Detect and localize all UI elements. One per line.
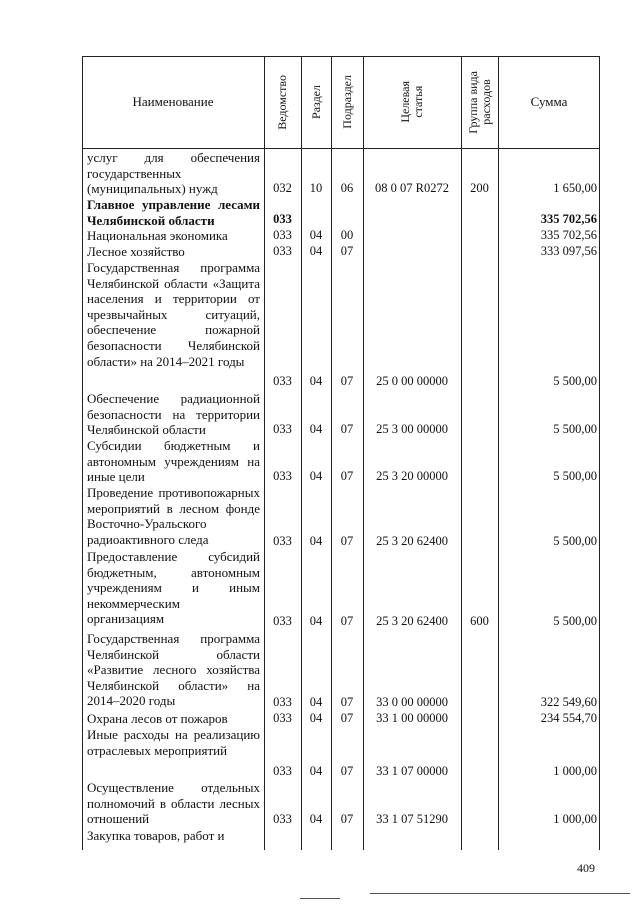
row-name: Иные расходы на реализацию отраслевых мероприятий (87, 727, 260, 758)
row-ved: 033 (273, 244, 292, 258)
row-name: Проведение противопожарных мероприятий в лесном фонде Восточно-Уральского радиоактивного следа (87, 485, 260, 547)
row-celevaya: 33 0 00 00000 (376, 695, 448, 709)
row-gruppa: 200 (470, 181, 489, 195)
row-razdel: 04 (309, 764, 323, 778)
row-podrazdel: 07 (340, 534, 354, 548)
table-right-border (599, 56, 600, 850)
row-razdel: 04 (309, 422, 323, 436)
header-bottom-border (82, 148, 600, 149)
row-podrazdel: 07 (340, 764, 354, 778)
row-celevaya: 25 3 20 62400 (376, 614, 448, 628)
col-divider-celevaya (363, 56, 364, 850)
row-summa: 1 000,00 (553, 764, 597, 778)
row-summa: 234 554,70 (540, 711, 597, 725)
row-razdel: 04 (309, 244, 323, 258)
row-gruppa: 600 (470, 614, 489, 628)
row-summa: 335 702,56 (540, 228, 597, 242)
row-razdel: 04 (309, 711, 323, 725)
row-podrazdel: 00 (340, 228, 354, 242)
col-divider-podrazdel (331, 56, 332, 850)
row-ved: 032 (273, 181, 292, 195)
row-podrazdel: 07 (340, 469, 354, 483)
row-celevaya: 25 3 20 00000 (376, 469, 448, 483)
header-ved-label: Ведомство (275, 74, 289, 130)
row-razdel: 10 (309, 181, 323, 195)
row-ved: 033 (273, 534, 292, 548)
row-podrazdel: 06 (340, 181, 354, 195)
row-celevaya: 33 1 07 00000 (376, 764, 448, 778)
row-celevaya: 08 0 07 R0272 (375, 181, 449, 195)
row-ved: 033 (273, 469, 292, 483)
row-razdel: 04 (309, 374, 323, 388)
row-razdel: 04 (309, 614, 323, 628)
row-name: Охрана лесов от пожаров (87, 711, 228, 726)
header-ved (264, 56, 301, 148)
row-ved: 033 (273, 614, 292, 628)
row-ved: 033 (273, 374, 292, 388)
header-celevaya-label: Целевая статья (398, 81, 425, 123)
row-podrazdel: 07 (340, 614, 354, 628)
row-razdel: 04 (309, 695, 323, 709)
row-name: Закупка товаров, работ и (87, 828, 225, 843)
header-name: Наименование (132, 94, 214, 109)
row-ved: 033 (273, 422, 292, 436)
page-number: 409 (577, 861, 595, 875)
row-razdel: 04 (309, 469, 323, 483)
row-ved: 033 (273, 228, 292, 242)
row-podrazdel: 07 (340, 812, 354, 826)
scan-artifact-line (370, 893, 630, 894)
row-ved: 033 (273, 764, 292, 778)
row-summa: 5 500,00 (553, 374, 597, 388)
row-celevaya: 25 3 00 00000 (376, 422, 448, 436)
row-ved: 033 (273, 812, 292, 826)
col-divider-ved (264, 56, 265, 850)
row-podrazdel: 07 (340, 374, 354, 388)
row-name: услуг для обеспечения государственных (муниципальных) нужд (87, 150, 260, 197)
row-celevaya: 33 1 07 51290 (376, 812, 448, 826)
row-podrazdel: 07 (340, 244, 354, 258)
row-ved: 033 (273, 212, 292, 226)
row-summa: 335 702,56 (540, 212, 597, 226)
row-name: Субсидии бюджетным и автономным учреждениям на иные цели (87, 438, 260, 485)
row-summa: 5 500,00 (553, 614, 597, 628)
row-summa: 333 097,56 (540, 244, 597, 258)
row-summa: 322 549,60 (540, 695, 597, 709)
col-divider-gruppa (461, 56, 462, 850)
header-gruppa-label: Группа вида расходов (465, 70, 493, 134)
header-podrazdel-label: Подраздел (339, 75, 354, 129)
row-celevaya: 33 1 00 00000 (376, 711, 448, 725)
row-name: Осуществление отдельных полномочий в области лесных отношений (87, 780, 260, 827)
col-divider-razdel (301, 56, 302, 850)
row-summa: 5 500,00 (553, 422, 597, 436)
header-razdel (301, 56, 331, 148)
row-name: Лесное хозяйство (87, 244, 185, 259)
header-razdel-label: Раздел (308, 85, 323, 119)
row-ved: 033 (273, 695, 292, 709)
row-celevaya: 25 3 20 62400 (376, 534, 448, 548)
row-summa: 1 000,00 (553, 812, 597, 826)
header-celevaya (363, 56, 461, 148)
scan-artifact-line (300, 898, 340, 899)
row-razdel: 04 (309, 534, 323, 548)
row-podrazdel: 07 (340, 695, 354, 709)
row-name: Государственная программа Челябинской области «Защита населения и территории от чрезвычайных ситуаций, обеспечение пожарной безопасности Челябинской области» на 2014–2021 годы (87, 260, 260, 369)
row-razdel: 04 (309, 812, 323, 826)
table-left-border (82, 56, 83, 850)
header-summa: Сумма (530, 94, 568, 109)
col-divider-summa (498, 56, 499, 850)
row-name: Главное управление лесами Челябинской области (87, 197, 260, 228)
row-podrazdel: 07 (340, 422, 354, 436)
row-name: Обеспечение радиационной безопасности на территории Челябинской области (87, 391, 260, 438)
row-name: Предоставление субсидий бюджетным, автономным учреждениям и иным некоммерческим организациям (87, 549, 260, 627)
row-summa: 1 650,00 (553, 181, 597, 195)
row-razdel: 04 (309, 228, 323, 242)
row-podrazdel: 07 (340, 711, 354, 725)
row-summa: 5 500,00 (553, 469, 597, 483)
row-ved: 033 (273, 711, 292, 725)
header-gruppa (461, 56, 498, 148)
row-name: Национальная экономика (87, 228, 228, 243)
row-summa: 5 500,00 (553, 534, 597, 548)
header-podrazdel (331, 56, 363, 148)
row-celevaya: 25 0 00 00000 (376, 374, 448, 388)
row-name: Государственная программа Челябинской области «Развитие лесного хозяйства Челябинской области» на 2014–2020 годы (87, 631, 260, 709)
